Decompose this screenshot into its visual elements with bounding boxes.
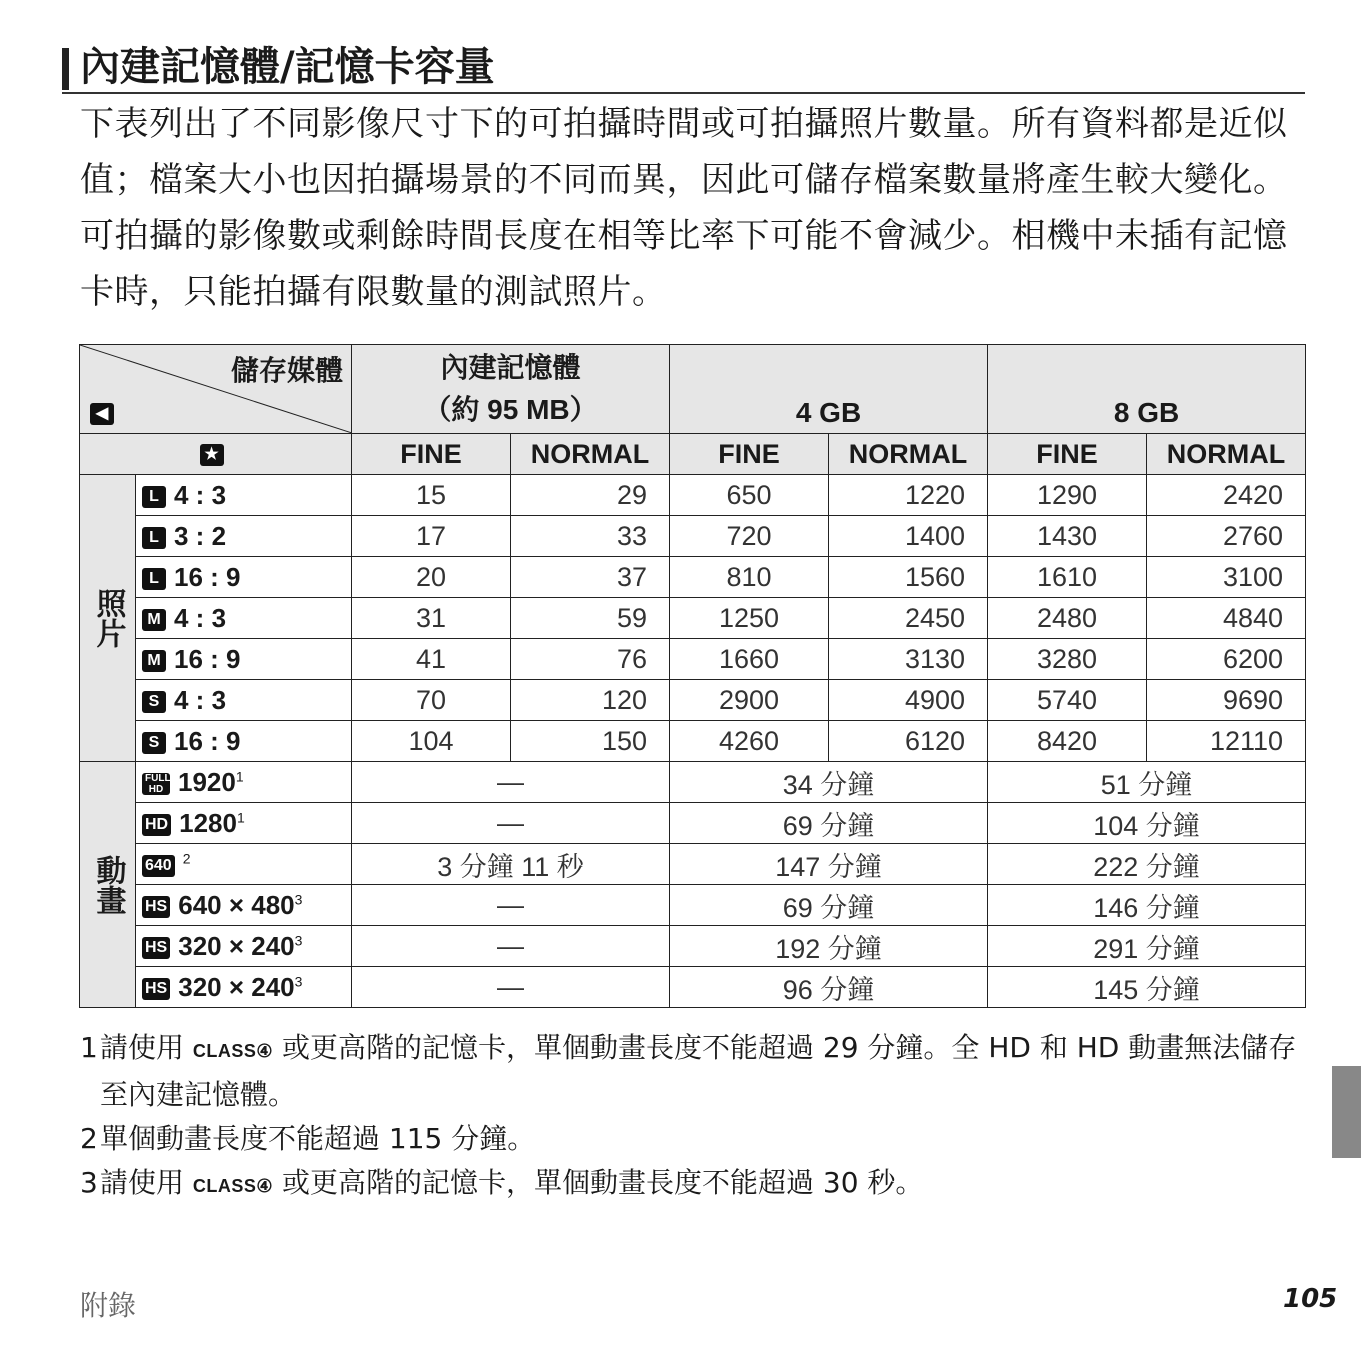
page-title: 內建記憶體/記憶卡容量 (80, 44, 495, 90)
size-m-icon: M (142, 650, 166, 672)
image-size-cell (136, 516, 352, 557)
quality-header: NORMAL (1147, 434, 1306, 475)
section-name: 附錄 (80, 1289, 137, 1322)
movie-rows (80, 762, 1306, 1008)
photo-rows (80, 475, 1306, 762)
movie-duration: 51 分鐘 (988, 762, 1306, 803)
photo-count: 2900 (670, 680, 829, 721)
photo-count: 3130 (829, 639, 988, 680)
size-l-icon: L (142, 527, 166, 549)
footnote-ref: 3 (294, 931, 303, 948)
movie-duration: — (352, 762, 670, 803)
size-m-icon: M (142, 609, 166, 631)
media-8gb: 8 GB (988, 345, 1306, 434)
photo-count: 4260 (670, 721, 829, 762)
quality-header: NORMAL (829, 434, 988, 475)
class4-logo: CLASS④ (192, 1041, 274, 1061)
page-number: 105 (1283, 1284, 1338, 1314)
size-l-icon: L (142, 568, 166, 590)
intro-paragraph: 下表列出了不同影像尺寸下的可拍攝時間或可拍攝照片數量。所有資料都是近似值；檔案大小也因拍攝場景的不同而異，因此可儲存檔案數量將產生較大變化。可拍攝的影像數或剩餘時間長度在相等比率下可能不會減少。相機中未插有記憶卡時，只能拍攝有限數量的測試照片。 (80, 104, 1288, 312)
image-size-cell (136, 475, 352, 516)
movie-size-label: 1280 (179, 807, 237, 838)
aspect-ratio: 16 : 9 (174, 643, 241, 674)
photo-count: 70 (352, 680, 511, 721)
photo-count: 3280 (988, 639, 1147, 680)
footnote: 1 請使用 CLASS④ 或更高階的記憶卡，單個動畫長度不能超過 29 分鐘。全 HD 和 HD 動畫無法儲存至內建記憶體。 (80, 1031, 1297, 1111)
movie-size-label: 320 × 240 (178, 930, 295, 961)
movie-duration: 3 分鐘 11 秒 (352, 844, 670, 885)
capacity-table (79, 344, 1306, 1008)
photo-count: 8420 (988, 721, 1147, 762)
movie-size-cell (136, 844, 352, 885)
aspect-ratio: 4 : 3 (174, 602, 227, 633)
movie-hs-icon: HS (142, 937, 170, 959)
movie-duration: 69 分鐘 (670, 885, 988, 926)
photo-count: 1660 (670, 639, 829, 680)
photo-count: 4900 (829, 680, 988, 721)
photo-count: 76 (511, 639, 670, 680)
movie-duration: — (352, 803, 670, 844)
media-4gb: 4 GB (670, 345, 988, 434)
photo-row (80, 475, 1306, 516)
title-area (62, 42, 1305, 94)
movie-hs-icon: HS (142, 978, 170, 1000)
class4-logo: CLASS④ (192, 1176, 274, 1196)
movie-size-label: 320 × 240 (178, 971, 295, 1002)
movie-size-label: 640 × 480 (178, 889, 295, 920)
movie-size-cell (136, 926, 352, 967)
photo-count: 6200 (1147, 639, 1306, 680)
aspect-ratio: 3 : 2 (174, 520, 227, 551)
footnotes (80, 1026, 1310, 1208)
photo-count: 20 (352, 557, 511, 598)
photo-row (80, 516, 1306, 557)
size-l-icon: L (142, 486, 166, 508)
movie-row (80, 762, 1306, 803)
movie-row (80, 803, 1306, 844)
movie-duration: 192 分鐘 (670, 926, 988, 967)
photo-count: 1400 (829, 516, 988, 557)
photo-count: 1430 (988, 516, 1147, 557)
size-s-icon: S (142, 732, 166, 754)
photo-count: 650 (670, 475, 829, 516)
footnote-ref: 3 (294, 972, 303, 989)
movie-size-cell (136, 967, 352, 1008)
movie-size-cell (136, 762, 352, 803)
title-bar (62, 48, 69, 90)
photo-row (80, 639, 1306, 680)
quality-header: NORMAL (511, 434, 670, 475)
movie-duration: 291 分鐘 (988, 926, 1306, 967)
photo-group-text: 照片 (91, 588, 125, 648)
movie-hd-icon: HD (142, 814, 171, 836)
photo-count: 2760 (1147, 516, 1306, 557)
photo-count: 9690 (1147, 680, 1306, 721)
image-size-cell (136, 598, 352, 639)
photo-count: 5740 (988, 680, 1147, 721)
footnote: 2 單個動畫長度不能超過 115 分鐘。 (80, 1122, 536, 1155)
movie-group-text: 動畫 (91, 854, 125, 915)
photo-count: 29 (511, 475, 670, 516)
photo-count: 31 (352, 598, 511, 639)
movie-duration: 96 分鐘 (670, 967, 988, 1008)
footnote-ref: 1 (236, 808, 245, 825)
movie-row (80, 844, 1306, 885)
corner-cell (80, 345, 352, 434)
size-s-icon: S (142, 691, 166, 713)
movie-row (80, 885, 1306, 926)
photo-count: 59 (511, 598, 670, 639)
photo-count: 2480 (988, 598, 1147, 639)
movie-duration: — (352, 926, 670, 967)
photo-count: 1250 (670, 598, 829, 639)
movie-size-cell (136, 885, 352, 926)
movie-row (80, 926, 1306, 967)
quality-header-row (80, 434, 1306, 475)
photo-count: 1290 (988, 475, 1147, 516)
photo-count: 1220 (829, 475, 988, 516)
photo-count: 720 (670, 516, 829, 557)
section-tab-marker (1332, 1066, 1361, 1158)
media-internal: 內建記憶體 （約 95 MB） (352, 345, 670, 434)
movie-duration: 146 分鐘 (988, 885, 1306, 926)
movie-duration: 145 分鐘 (988, 967, 1306, 1008)
image-size-cell (136, 557, 352, 598)
storage-media-label: 儲存媒體 (230, 355, 343, 386)
movie-duration: 104 分鐘 (988, 803, 1306, 844)
image-size-cell (136, 680, 352, 721)
photo-count: 12110 (1147, 721, 1306, 762)
photo-count: 15 (352, 475, 511, 516)
footnote-ref: 3 (294, 890, 303, 907)
aspect-ratio: 16 : 9 (174, 561, 241, 592)
photo-count: 17 (352, 516, 511, 557)
photo-row (80, 598, 1306, 639)
quality-header: FINE (988, 434, 1147, 475)
movie-group-label (80, 762, 136, 1008)
movie-duration: 69 分鐘 (670, 803, 988, 844)
footnote-ref: 1 (235, 767, 244, 784)
photo-row (80, 721, 1306, 762)
movie-640-icon: 640 (142, 855, 175, 877)
quality-icon-cell (80, 434, 352, 475)
movie-duration: — (352, 967, 670, 1008)
photo-count: 810 (670, 557, 829, 598)
aspect-ratio: 4 : 3 (174, 479, 227, 510)
movie-row (80, 967, 1306, 1008)
photo-count: 104 (352, 721, 511, 762)
photo-count: 2450 (829, 598, 988, 639)
footnote-ref: 2 (182, 849, 191, 866)
movie-duration: 222 分鐘 (988, 844, 1306, 885)
image-size-icon: ◀ (90, 403, 114, 425)
movie-duration: 147 分鐘 (670, 844, 988, 885)
quality-header: FINE (670, 434, 829, 475)
photo-count: 33 (511, 516, 670, 557)
image-size-cell (136, 639, 352, 680)
photo-count: 150 (511, 721, 670, 762)
photo-group-label (80, 475, 136, 762)
movie-size-cell (136, 803, 352, 844)
photo-count: 4840 (1147, 598, 1306, 639)
movie-hs-icon: HS (142, 896, 170, 918)
media-header-row (80, 345, 1306, 434)
photo-count: 6120 (829, 721, 988, 762)
photo-count: 2420 (1147, 475, 1306, 516)
photo-count: 120 (511, 680, 670, 721)
movie-duration: 34 分鐘 (670, 762, 988, 803)
photo-row (80, 557, 1306, 598)
image-size-cell (136, 721, 352, 762)
quality-icon: ★ (200, 444, 224, 466)
photo-count: 1610 (988, 557, 1147, 598)
quality-header: FINE (352, 434, 511, 475)
footnote: 3 請使用 CLASS④ 或更高階的記憶卡，單個動畫長度不能超過 30 秒。 (80, 1166, 924, 1199)
photo-count: 1560 (829, 557, 988, 598)
movie-size-label: 1920 (178, 766, 236, 797)
aspect-ratio: 16 : 9 (174, 725, 241, 756)
movie-duration: — (352, 885, 670, 926)
photo-count: 37 (511, 557, 670, 598)
movie-full-hd-icon: FULL HD (142, 773, 170, 795)
photo-count: 41 (352, 639, 511, 680)
photo-row (80, 680, 1306, 721)
photo-count: 3100 (1147, 557, 1306, 598)
aspect-ratio: 4 : 3 (174, 684, 227, 715)
